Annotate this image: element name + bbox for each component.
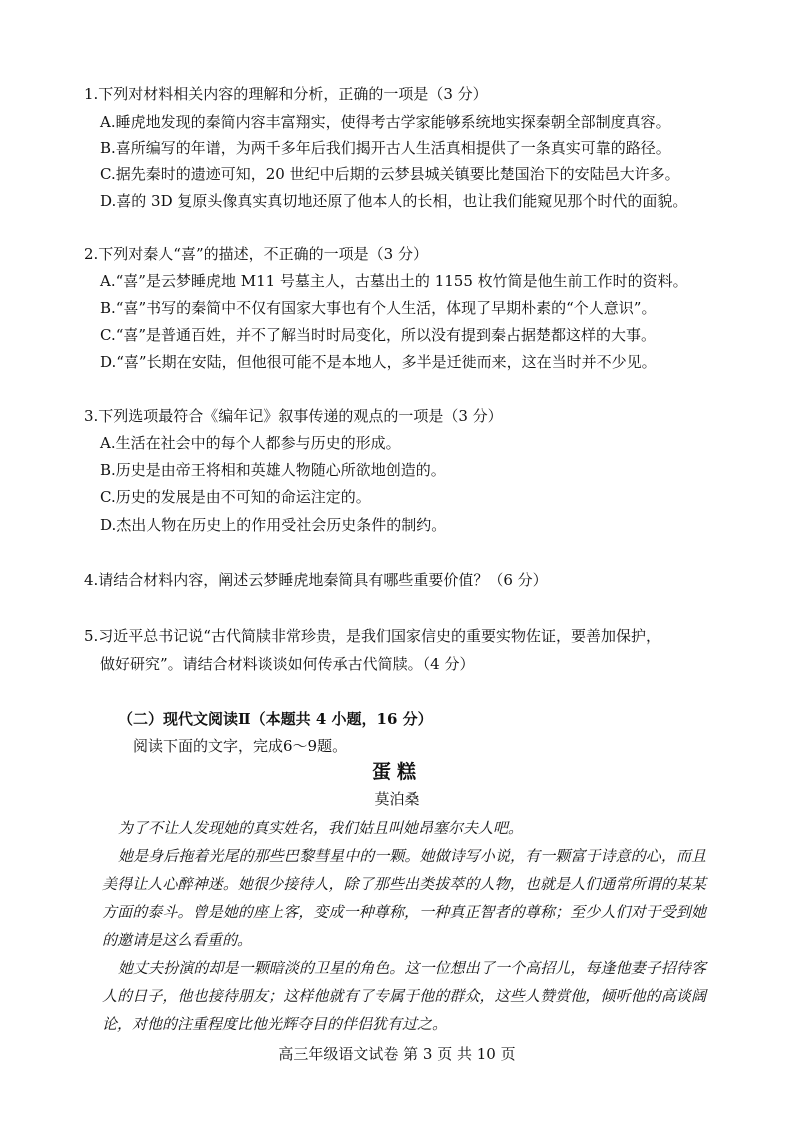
question-3-option-c: C.历史的发展是由不可知的命运注定的。 — [100, 488, 371, 506]
article-paragraph-3: 她丈夫扮演的却是一颗暗淡的卫星的角色。这一位想出了一个高招儿，每逢他妻子招待客人的日子，他也接待朋友；这样他就有了专属于他的群众，这些人赞赏他，倾听他的高谈阔论，对他的注重程度比他光辉夺目的伴侣犹有过之。 — [102, 959, 706, 1033]
article-title: 蛋糕 — [371, 761, 422, 783]
question-4: 4.请结合材料内容，阐述云梦睡虎地秦简具有哪些重要价值？（6 分） — [84, 571, 548, 589]
section-instruction: 阅读下面的文字，完成6～9题。 — [133, 737, 348, 755]
question-1-option-b: B.喜所编写的年谱，为两千多年后我们揭开古人生活真相提供了一条真实可靠的路径。 — [100, 139, 671, 157]
page-footer: 高三年级语文试卷 第 3 页 共 10 页 — [278, 1045, 516, 1063]
question-3-option-a: A.生活在社会中的每个人都参与历史的形成。 — [100, 434, 401, 452]
question-1-option-c: C.据先秦时的遗迹可知，20 世纪中后期的云梦县城关镇要比楚国治下的安陆邑大许多。 — [100, 165, 680, 183]
question-2-option-d: D.“喜”长期在安陆，但他很可能不是本地人，多半是迁徙而来，这在当时并不少见。 — [100, 353, 657, 371]
question-3-option-d: D.杰出人物在历史上的作用受社会历史条件的制约。 — [100, 516, 447, 534]
question-2-option-c: C.“喜”是普通百姓，并不了解当时时局变化，所以没有提到秦占据楚都这样的大事。 — [100, 326, 657, 344]
question-2-stem: 2.下列对秦人“喜”的描述，不正确的一项是（3 分） — [84, 245, 428, 263]
question-1-option-d: D.喜的 3D 复原头像真实真切地还原了他本人的长相，也让我们能窥见那个时代的面貌。 — [100, 192, 688, 210]
question-5-line-1: 5.习近平总书记说“古代简牍非常珍贵，是我们国家信史的重要实物佐证，要善加保护， — [84, 627, 661, 645]
section-heading: （二）现代文阅读Ⅱ（本题共 4 小题，16 分） — [118, 710, 433, 728]
article-author: 莫泊桑 — [374, 790, 420, 808]
question-3-option-b: B.历史是由帝王将相和英雄人物随心所欲地创造的。 — [100, 461, 446, 479]
question-1-stem: 1.下列对材料相关内容的理解和分析，正确的一项是（3 分） — [84, 85, 488, 103]
article-paragraph-1: 为了不让人发现她的真实姓名，我们姑且叫她昂塞尔夫人吧。 — [118, 819, 524, 837]
question-3-stem: 3.下列选项最符合《编年记》叙事传递的观点的一项是（3 分） — [84, 407, 503, 425]
question-5-line-2: 做好研究”。请结合材料谈谈如何传承古代简牍。（4 分） — [100, 655, 475, 673]
article-paragraph-2: 她是身后拖着光尾的那些巴黎彗星中的一颗。她做诗写小说，有一颗富于诗意的心，而且美得让人心醉神迷。她很少接待人，除了那些出类拔萃的人物，也就是人们通常所谓的某某方面的泰斗。曾是她的座上客，变成一种尊称，一种真正智者的尊称；至少人们对于受到她的邀请是这么看重的。 — [102, 847, 706, 949]
question-1-option-a: A.睡虎地发现的秦简内容丰富翔实，使得考古学家能够系统地实探秦朝全部制度真容。 — [100, 113, 671, 131]
question-2-option-b: B.“喜”书写的秦简中不仅有国家大事也有个人生活，体现了早期朴素的“个人意识”。 — [100, 299, 657, 317]
question-2-option-a: A.“喜”是云梦睡虎地 M11 号墓主人，古墓出土的 1155 枚竹简是他生前工作时的资料。 — [100, 272, 688, 290]
